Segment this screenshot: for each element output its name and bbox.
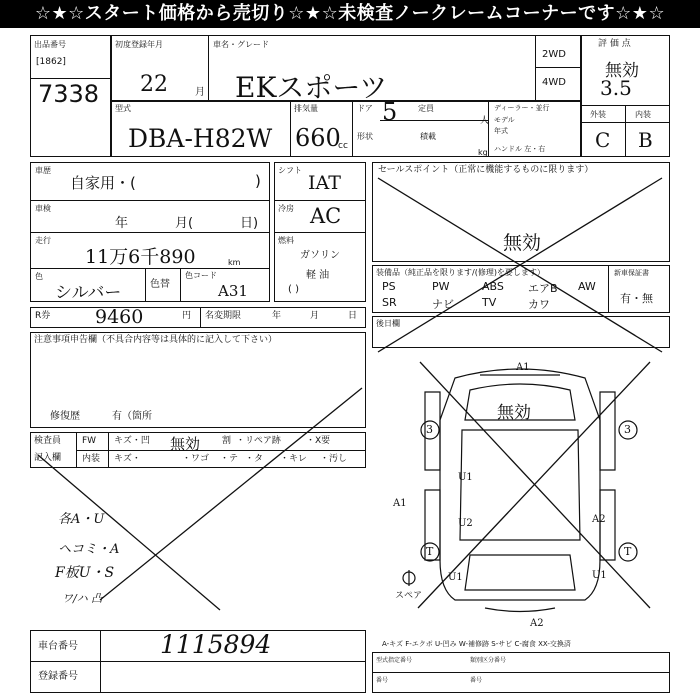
ac-label: 冷房 bbox=[278, 204, 294, 213]
mark-u1-rear-l: U1 bbox=[448, 572, 463, 583]
eq-abs: ABS bbox=[482, 280, 504, 293]
ac-value: AC bbox=[310, 204, 342, 228]
usage-label: 車歴 bbox=[35, 166, 51, 175]
drive-4wd: 4WD bbox=[542, 77, 566, 88]
small-code-1: 型式指定番号 bbox=[376, 657, 413, 664]
mark-u2: U2 bbox=[458, 518, 473, 529]
recycle-unit: 円 bbox=[182, 311, 192, 321]
shape-label: 形状 bbox=[357, 132, 373, 141]
insp-r1-5: ・X要 bbox=[306, 436, 331, 446]
equipment-label: 装備品（純正品を限ります/(修理)を要します） bbox=[376, 268, 545, 277]
capacity-label: 定員 bbox=[418, 104, 434, 113]
type-value: DBA-H82W bbox=[128, 124, 273, 153]
small-code-3: 番号 bbox=[376, 677, 389, 684]
disp-label: 排気量 bbox=[294, 104, 318, 113]
inspection-day: 日) bbox=[240, 216, 259, 231]
sales-point-void: 無効 bbox=[503, 232, 542, 254]
person-unit: 人 bbox=[480, 116, 490, 126]
insp-r2-1: キズ・ bbox=[114, 454, 141, 464]
eq-ps: PS bbox=[382, 280, 396, 293]
new-warranty-value: 有・無 bbox=[620, 292, 653, 305]
model-label: 車名・グレード bbox=[213, 40, 269, 49]
reg-no-label: 登録番号 bbox=[38, 671, 78, 682]
shift-value: IAT bbox=[308, 172, 341, 194]
inspection-label: 車検 bbox=[35, 204, 51, 213]
insp-r1-1: キズ・凹 bbox=[114, 436, 150, 446]
color-code-label: 色コード bbox=[185, 271, 217, 280]
diagram-void: 無効 bbox=[497, 403, 531, 423]
mark-a2-right: A2 bbox=[592, 514, 606, 525]
grade-label: 評 価 点 bbox=[598, 39, 631, 49]
insp-r2-2: ・ワゴ bbox=[182, 454, 210, 464]
lot-number: 7338 bbox=[38, 80, 100, 108]
exterior-value: C bbox=[595, 128, 611, 152]
spare-label: スペア bbox=[395, 591, 423, 601]
mark-u1-hood: U1 bbox=[458, 472, 473, 483]
eq-pw: PW bbox=[432, 280, 450, 293]
new-warranty-label: 新車保証書 bbox=[614, 269, 649, 277]
notes-label: 注意事項申告欄（不具合内容等は具体的に記入して下さい） bbox=[34, 335, 278, 345]
lot-label: 出品番号 bbox=[34, 40, 66, 49]
insp-r2-6: ・汚し bbox=[320, 454, 348, 464]
interior-value: B bbox=[638, 128, 653, 152]
hw-note-2: ヘコミ・A bbox=[58, 542, 120, 557]
disp-value: 660 bbox=[295, 124, 341, 152]
dealer-l2: モデル bbox=[494, 116, 515, 124]
mark-a1-left: A1 bbox=[393, 498, 407, 509]
fuel-diesel: 軽 油 bbox=[306, 270, 330, 281]
transfer-year: 年 bbox=[272, 311, 282, 321]
mark-a1-top: A1 bbox=[516, 362, 530, 373]
usage-close: ) bbox=[255, 172, 261, 190]
dealer-l3: 年式 bbox=[494, 127, 508, 135]
insp-void: 無効 bbox=[170, 435, 201, 453]
hw-note-4: ワ/ハ 凸 bbox=[62, 592, 103, 605]
lot-sub: [1862] bbox=[36, 57, 66, 67]
mark-3-left: 3 bbox=[426, 423, 433, 436]
shift-label: シフト bbox=[278, 166, 302, 175]
insp-r1-4: ・リペア跡 bbox=[236, 436, 281, 446]
door-label: ドア bbox=[357, 104, 373, 113]
insp-r2-5: ・キレ bbox=[280, 454, 307, 464]
eq-navi: ナビ bbox=[432, 298, 454, 311]
transfer-label: 名変期限 bbox=[205, 311, 242, 321]
small-code-4: 番号 bbox=[470, 677, 483, 684]
fuel-paren: ( ) bbox=[288, 284, 299, 295]
transfer-day: 日 bbox=[348, 311, 358, 321]
chassis-value: 1115894 bbox=[160, 630, 272, 659]
color-value: シルバー bbox=[55, 283, 122, 303]
mark-a2-bottom: A2 bbox=[530, 618, 544, 629]
grade-void: 無効 bbox=[605, 61, 639, 81]
damage-legend: A-キズ F-エクボ U-凹み W-補修跡 S-サビ C-腐食 XX-交換済 bbox=[382, 640, 571, 648]
insp-r2-0: 内装 bbox=[82, 454, 101, 464]
inspection-year: 年 bbox=[115, 216, 129, 231]
eq-leather: カワ bbox=[528, 298, 550, 311]
hw-note-3: F板U・S bbox=[55, 565, 115, 581]
repair-label: 修復歴 bbox=[50, 411, 80, 422]
color-code-value: A31 bbox=[218, 282, 248, 300]
mileage-unit: km bbox=[228, 258, 241, 267]
inspection-month: 月( bbox=[175, 216, 194, 231]
mark-t-right: T bbox=[624, 545, 632, 558]
inspector-label-2: 記入欄 bbox=[34, 453, 62, 463]
insp-r1-3: 割 bbox=[222, 436, 232, 446]
first-reg-year: 22 bbox=[140, 72, 168, 97]
mileage-value: 11万6千890 bbox=[85, 246, 196, 268]
usage-value: 自家用・( bbox=[70, 174, 136, 192]
load-unit: kg bbox=[478, 148, 488, 157]
grade-value: 3.5 bbox=[600, 76, 632, 100]
transfer-month: 月 bbox=[310, 311, 320, 321]
back-row-label: 後日欄 bbox=[376, 319, 400, 328]
eq-tv: TV bbox=[482, 296, 497, 309]
model-name: EKスポーツ bbox=[235, 71, 388, 104]
color-label: 色 bbox=[35, 272, 43, 281]
eq-sr: SR bbox=[382, 296, 397, 309]
recycle-value: 9460 bbox=[95, 306, 144, 328]
repair-value: 有（箇所 bbox=[112, 411, 152, 422]
mark-u1-rear-r: U1 bbox=[592, 570, 607, 581]
small-code-2: 類別区分番号 bbox=[470, 657, 507, 664]
dealer-l1: ディーラー・並行 bbox=[494, 104, 550, 112]
fuel-gas: ガソリン bbox=[300, 250, 340, 261]
drive-2wd: 2WD bbox=[542, 49, 566, 60]
eq-aw: AW bbox=[578, 280, 596, 293]
inspector-label-1: 検査員 bbox=[34, 436, 62, 446]
disp-unit: cc bbox=[338, 141, 348, 151]
mileage-label: 走行 bbox=[35, 236, 51, 245]
load-label: 積載 bbox=[420, 132, 436, 141]
eq-airbag: エアB bbox=[528, 282, 558, 295]
fuel-label: 燃料 bbox=[278, 236, 294, 245]
dealer-l4: ハンドル 左・右 bbox=[494, 145, 546, 153]
first-reg-label: 初度登録年月 bbox=[115, 40, 163, 49]
door-value: 5 bbox=[382, 98, 398, 126]
exterior-label: 外装 bbox=[590, 110, 606, 119]
insp-r2-3: ・テ bbox=[220, 454, 239, 464]
insp-r2-4: ・タ bbox=[245, 454, 264, 464]
mark-t-left: T bbox=[426, 545, 434, 558]
first-reg-month-unit: 月 bbox=[195, 87, 205, 98]
insp-r1-0: FW bbox=[82, 436, 97, 446]
interior-label: 内装 bbox=[635, 110, 651, 119]
sales-point-label: セールスポイント（正常に機能するものに限ります） bbox=[378, 165, 594, 175]
color-swap-label: 色替 bbox=[150, 279, 170, 290]
type-label: 型式 bbox=[115, 104, 131, 113]
hw-note-1: 各A・U bbox=[58, 512, 105, 527]
mark-3-right: 3 bbox=[624, 423, 631, 436]
header-banner: ☆★☆スタート価格から売切り☆★☆未検査ノークレームコーナーです☆★☆ bbox=[0, 0, 700, 28]
recycle-label: R券 bbox=[35, 311, 51, 321]
chassis-label: 車台番号 bbox=[38, 641, 78, 652]
